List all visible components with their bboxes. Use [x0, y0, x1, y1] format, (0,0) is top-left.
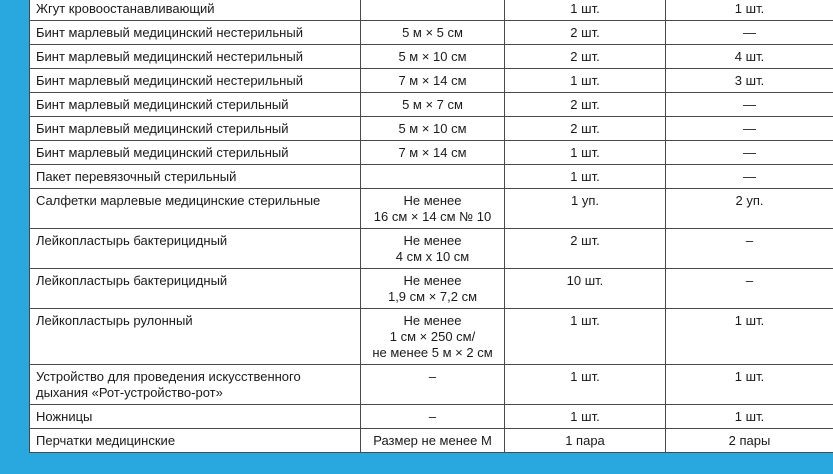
item-size-cell [361, 69, 505, 93]
item-name-cell [30, 405, 361, 429]
item-name-cell [30, 365, 361, 405]
table-row [30, 141, 833, 165]
item-name-cell [30, 229, 361, 269]
item-qty-cell: 2 шт. [505, 93, 666, 117]
item-qty-cell: 1 шт. [505, 165, 666, 189]
item-qty-cell: 1 шт. [505, 405, 666, 429]
item-name-cell-line: Бинт марлевый медицинский стерильный [36, 145, 289, 160]
item-size-cell [361, 165, 505, 189]
item-name-cell [30, 429, 361, 453]
item-name-cell-line: Ножницы [36, 409, 93, 424]
item-name-cell [30, 21, 361, 45]
item-qty-cell: 10 шт. [505, 269, 666, 309]
item-qty-alt-cell: – [666, 229, 833, 269]
item-qty-alt-cell: 1 шт. [666, 405, 833, 429]
item-size-cell-line: Не менее [403, 193, 462, 208]
item-name-cell [30, 0, 361, 21]
item-name-cell [30, 269, 361, 309]
item-qty-alt-cell: 2 уп. [666, 189, 833, 229]
document-page [29, 0, 833, 453]
item-size-cell [361, 21, 505, 45]
item-qty-cell: 1 шт. [505, 309, 666, 365]
item-name-cell [30, 45, 361, 69]
item-size-cell-line: 7 м × 14 см [398, 73, 467, 88]
table-row [30, 365, 833, 405]
item-qty-alt-cell: 4 шт. [666, 45, 833, 69]
table-row [30, 189, 833, 229]
item-qty-alt-cell: — [666, 93, 833, 117]
item-qty-cell: 2 шт. [505, 117, 666, 141]
item-name-cell [30, 141, 361, 165]
item-qty-cell: 1 пара [505, 429, 666, 453]
item-size-cell [361, 269, 505, 309]
table-row [30, 229, 833, 269]
table-row [30, 45, 833, 69]
item-qty-cell: 1 шт. [505, 69, 666, 93]
item-size-cell [361, 45, 505, 69]
item-name-cell-line: Пакет перевязочный стерильный [36, 169, 237, 184]
item-size-cell-line: 5 м × 7 см [402, 97, 463, 112]
item-name-cell-line: Жгут кровоостанавливающий [36, 1, 215, 16]
item-name-cell-line: Салфетки марлевые медицинские стерильные [36, 193, 321, 208]
item-size-cell-line: 16 см × 14 см № 10 [373, 209, 492, 224]
item-name-cell-line: Лейкопластырь бактерицидный [36, 233, 228, 248]
table-row [30, 117, 833, 141]
item-size-cell [361, 0, 505, 21]
table-row [30, 429, 833, 453]
item-size-cell [361, 405, 505, 429]
item-name-cell-line: Перчатки медицинские [36, 433, 176, 448]
item-size-cell [361, 365, 505, 405]
item-qty-alt-cell: – [666, 269, 833, 309]
first-aid-kit-table [29, 0, 833, 453]
table-row [30, 93, 833, 117]
item-name-cell [30, 93, 361, 117]
item-size-cell [361, 93, 505, 117]
item-size-cell-line: Не менее [403, 273, 462, 288]
table-body [30, 0, 833, 453]
item-qty-cell: 2 шт. [505, 229, 666, 269]
item-name-cell-line: Бинт марлевый медицинский нестерильный [36, 73, 303, 88]
item-name-cell-line: Бинт марлевый медицинский нестерильный [36, 49, 303, 64]
item-size-cell [361, 117, 505, 141]
item-qty-cell: 1 шт. [505, 141, 666, 165]
item-size-cell-line: 5 м × 10 см [398, 49, 467, 64]
item-qty-alt-cell: — [666, 21, 833, 45]
item-name-cell-line: Бинт марлевый медицинский нестерильный [36, 25, 303, 40]
item-name-cell-line: Устройство для проведения искусственного [36, 369, 301, 384]
item-size-cell-line: – [428, 369, 437, 384]
item-name-cell [30, 189, 361, 229]
item-name-cell [30, 165, 361, 189]
item-qty-alt-cell: 2 пары [666, 429, 833, 453]
item-size-cell [361, 309, 505, 365]
table-row [30, 69, 833, 93]
item-name-cell [30, 309, 361, 365]
item-size-cell-line: 1,9 см × 7,2 см [387, 289, 478, 304]
item-qty-cell: 1 шт. [505, 0, 666, 21]
item-qty-cell: 1 уп. [505, 189, 666, 229]
table-row [30, 21, 833, 45]
table-row [30, 165, 833, 189]
item-qty-alt-cell: — [666, 141, 833, 165]
item-name-cell-line: Лейкопластырь рулонный [36, 313, 193, 328]
table-row [30, 405, 833, 429]
item-size-cell [361, 429, 505, 453]
item-name-cell-line: Лейкопластырь бактерицидный [36, 273, 228, 288]
item-qty-alt-cell: 1 шт. [666, 0, 833, 21]
item-qty-alt-cell: 1 шт. [666, 309, 833, 365]
item-name-cell-line: Бинт марлевый медицинский стерильный [36, 121, 289, 136]
item-size-cell [361, 141, 505, 165]
table-row [30, 269, 833, 309]
item-size-cell [361, 229, 505, 269]
item-size-cell-line: 7 м × 14 см [398, 145, 467, 160]
item-name-cell-line: дыхания «Рот-устройство-рот» [36, 385, 223, 400]
item-qty-cell: 2 шт. [505, 45, 666, 69]
item-size-cell-line: 1 см × 250 см/ [389, 329, 476, 344]
item-qty-alt-cell: 3 шт. [666, 69, 833, 93]
item-qty-alt-cell: 1 шт. [666, 365, 833, 405]
item-size-cell-line: 5 м × 10 см [398, 121, 467, 136]
item-size-cell-line: Не менее [403, 233, 462, 248]
item-qty-cell: 1 шт. [505, 365, 666, 405]
item-size-cell-line: – [428, 409, 437, 424]
item-name-cell [30, 117, 361, 141]
item-qty-alt-cell: — [666, 117, 833, 141]
table-row [30, 309, 833, 365]
item-size-cell-line: 5 м × 5 см [402, 25, 463, 40]
item-size-cell-line: не менее 5 м × 2 см [372, 345, 493, 360]
table-row [30, 0, 833, 21]
item-name-cell-line: Бинт марлевый медицинский стерильный [36, 97, 289, 112]
item-size-cell [361, 189, 505, 229]
item-name-cell [30, 69, 361, 93]
item-qty-alt-cell: — [666, 165, 833, 189]
item-size-cell-line: 4 см х 10 см [395, 249, 470, 264]
item-size-cell-line: Размер не менее М [373, 433, 492, 448]
item-qty-cell: 2 шт. [505, 21, 666, 45]
item-size-cell-line: Не менее [403, 313, 462, 328]
